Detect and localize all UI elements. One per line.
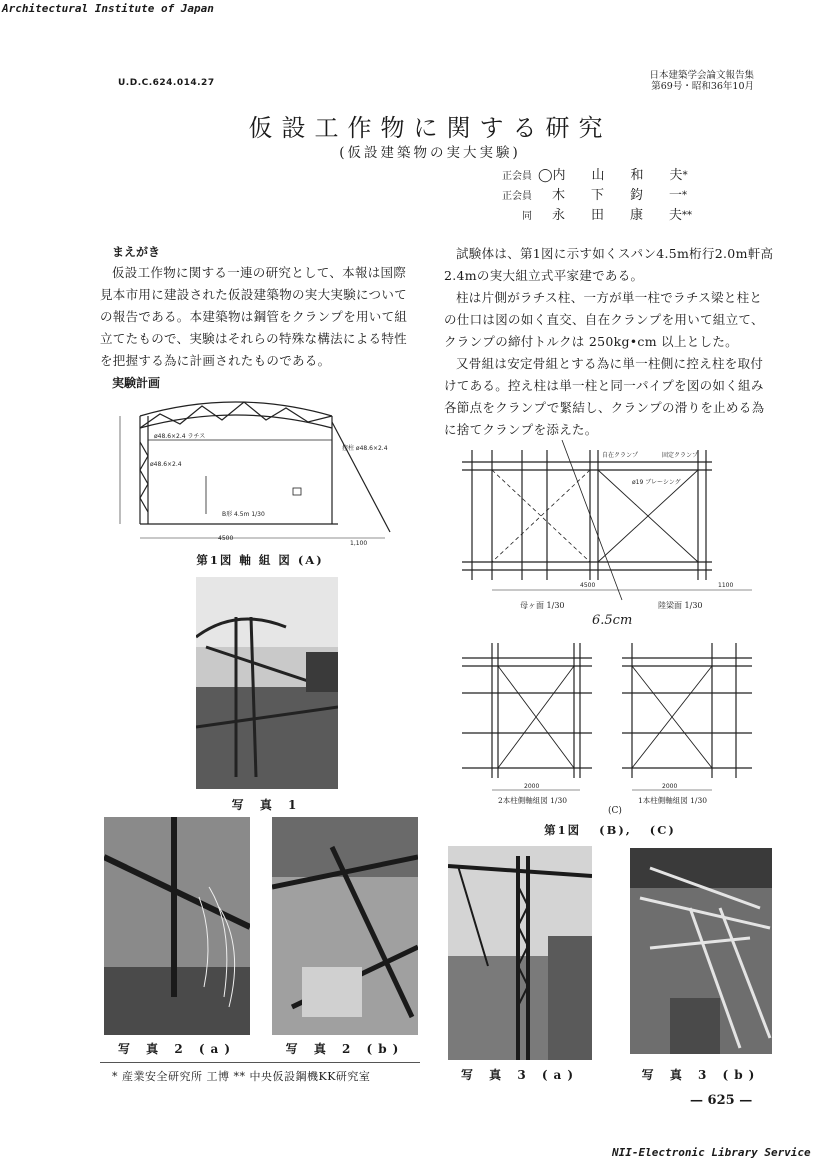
photo-1 (196, 577, 338, 789)
right-paragraph-2: 柱は片側がラチス柱、一方が単一柱でラチス梁と柱との仕口は図の如く直交、自在クランプを用いて組立て、クランプの締付トルクは 250kg•cm 以上とした。 (444, 290, 764, 349)
fig-a-dim-brace: 1,100 (350, 540, 368, 547)
figure-1b-svg (462, 440, 772, 630)
photo-2a (104, 817, 250, 1035)
fig-b-note-fix: 固定クランプ (662, 452, 699, 459)
photo-3a (448, 846, 592, 1060)
author-role: 正会員 (502, 191, 532, 202)
author-mark: ** (682, 210, 693, 221)
page-number: — 625 — (690, 1093, 753, 1108)
fig-b-label-left: 母ヶ面 1/30 (520, 601, 565, 610)
photo-3a-caption: 写 真 3 (a) (460, 1068, 579, 1082)
fig-c-label-left: 2本柱側軸組図 1/30 (498, 796, 567, 805)
journal-line-2: 第69号・昭和36年10月 (651, 81, 754, 92)
fig-b-dim-brace: 1100 (718, 582, 734, 589)
photo-3b-caption: 写 真 3 (b) (641, 1068, 761, 1082)
author-role: 正会員 (502, 171, 532, 182)
fig-a-scale: B形 4.5m 1/30 (222, 511, 265, 518)
fig-b-label-right: 陸梁面 1/30 (658, 601, 703, 610)
heading-introduction: まえがき (112, 245, 161, 259)
photo-2a-caption: 写 真 2 (a) (117, 1042, 236, 1056)
author-mark: * (682, 190, 688, 201)
fig-a-note-vert: ø48.6×2.4 (150, 461, 182, 468)
institute-header: Architectural Institute of Japan (2, 2, 214, 15)
fig-1bc-caption: 第1図 (B), (C) (544, 823, 676, 837)
photo-3b (630, 848, 772, 1054)
photo-3a-image (448, 846, 592, 1060)
right-paragraph-3: 又骨組は安定骨組とする為に単一柱側に控え柱を取付けてある。控え柱は単一柱と同一パイプを図の如く組み各節点をクランプで緊結し、クランプの滑りを止める為に捨てクランプを添えた。 (444, 356, 765, 437)
author-name: 永 田 康 夫 (552, 208, 683, 223)
intro-paragraph: 仮設工作物に関する一連の研究として、本報は国際見本市用に建設された仮設建築物の実大実験についての報告である。本建築物は鋼管をクランプを用いて組立てたもので、実験はそれらの特殊な構法による特性を把握する為に計画されたものである。 (100, 265, 408, 368)
fig-a-note-truss: ø48.6×2.4 ラチス (154, 433, 206, 440)
author-name: ◯内 山 和 夫 (538, 168, 683, 183)
journal-info (640, 70, 754, 92)
author-row (482, 166, 772, 186)
fig-c-label: (C) (608, 806, 622, 816)
figure-1a-drawing (110, 392, 410, 547)
fig-a-note-brace: 控柱 ø48.6×2.4 (342, 445, 388, 452)
paper-subtitle: (仮設建築物の実大実験) (339, 145, 521, 161)
author-mark: * (682, 170, 688, 181)
photo-2a-image (104, 817, 250, 1035)
fig-c-dim-right: 2000 (662, 783, 678, 790)
journal-line-1: 日本建築学会論文報告集 (649, 70, 754, 81)
footnote-divider (100, 1062, 420, 1063)
fig-b-note-brace: ø19 ブレーシング (632, 479, 681, 486)
udc-code: U.D.C.624.014.27 (118, 78, 215, 88)
author-row (482, 186, 772, 206)
author-list (482, 166, 772, 226)
paper-title: 仮設工作物に関する研究 (248, 114, 612, 142)
figure-1b-drawing (462, 440, 772, 630)
heading-experiment-plan: 実験計画 (112, 376, 161, 390)
figure-1c-svg (462, 638, 772, 808)
photo-2b (272, 817, 418, 1035)
photo-1-caption: 写 真 1 (231, 798, 303, 812)
figure-1c-drawing (462, 638, 772, 808)
fig-b-dim-span: 4500 (580, 582, 596, 589)
fig-b-note-clamp: 自在クランプ (602, 452, 639, 459)
fig-a-dim-span: 4500 (218, 535, 234, 542)
right-paragraph-1: 試験体は、第1図に示す如くスパン4.5m桁行2.0m軒高2.4mの実大組立式平家建である。 (444, 246, 774, 283)
author-role: 同 (522, 211, 532, 222)
photo-2b-caption: 写 真 2 (b) (285, 1042, 405, 1056)
photo-1-image (196, 577, 338, 789)
author-name: 木 下 鈞 一 (552, 188, 683, 203)
fig-c-dim-left: 2000 (524, 783, 540, 790)
library-footer: NII-Electronic Library Service (612, 1146, 811, 1159)
fig-1a-caption: 第1図 軸 組 図 (A) (196, 553, 324, 567)
author-row (482, 206, 772, 226)
fig-c-label-right: 1本柱側軸組図 1/30 (638, 796, 707, 805)
figure-1a-svg (110, 392, 410, 547)
footnote: * 産業安全研究所 工博 ** 中央仮設鋼機KK研究室 (112, 1070, 371, 1083)
photo-3b-image (630, 848, 772, 1054)
fig-b-handwritten: 6.5cm (592, 613, 633, 628)
photo-2b-image (272, 817, 418, 1035)
